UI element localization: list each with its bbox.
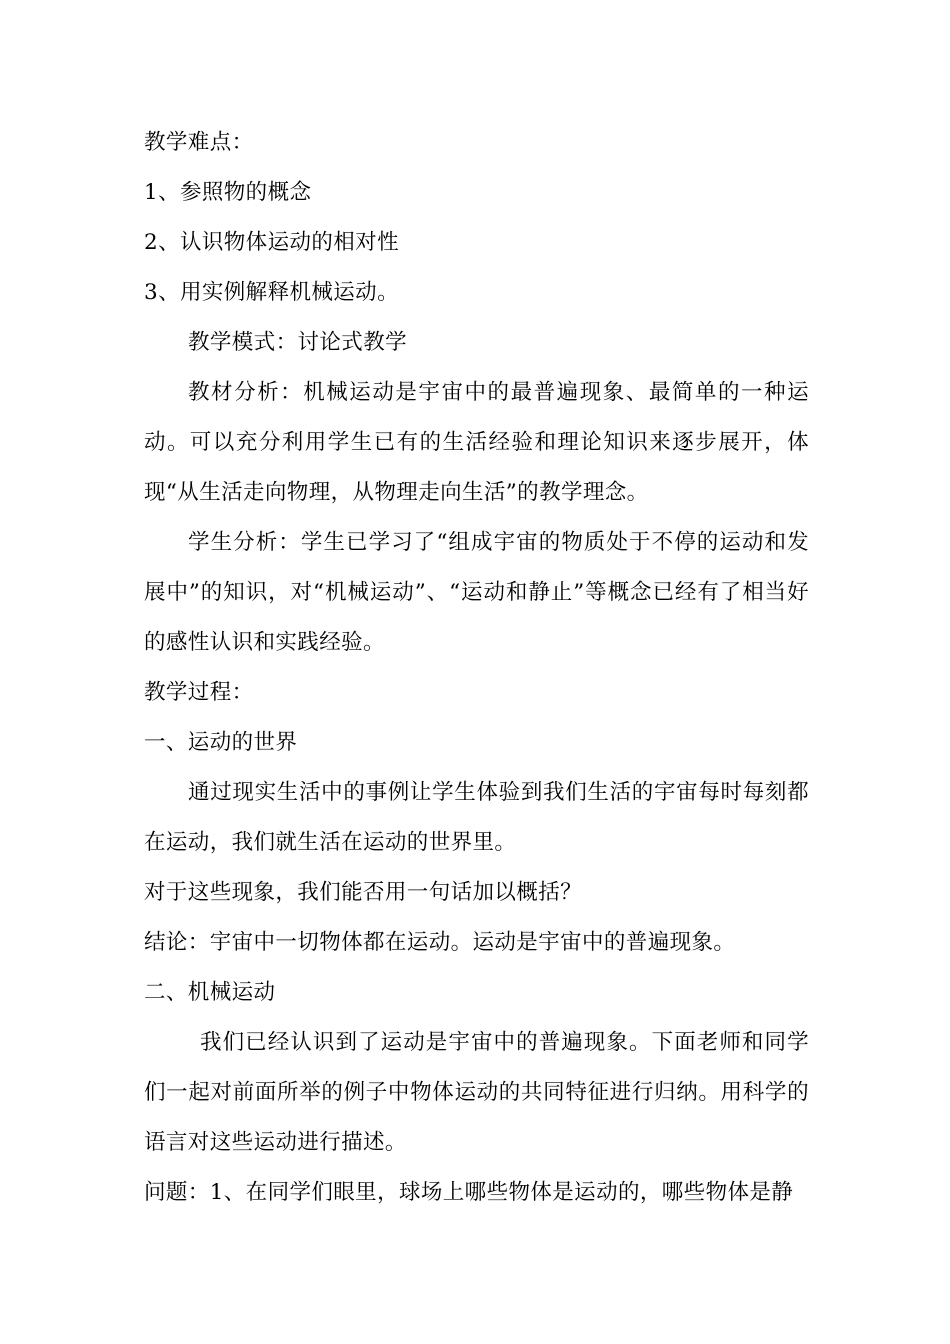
student-analysis-paragraph: 学生分析：学生已学习了“组成宇宙的物质处于不停的运动和发展中”的知识，对“机械运动”、“运动和静止”等概念已经有了相当好的感性认识和实践经验。 (144, 530, 809, 655)
document-page (144, 118, 809, 1218)
process-heading: 教学过程： (144, 680, 254, 705)
teaching-mode: 教学模式：讨论式教学 (188, 330, 408, 355)
difficulty-heading: 教学难点： (144, 130, 254, 155)
difficulty-item-3: 3、用实例解释机械运动。 (144, 280, 399, 305)
section-1-paragraph: 通过现实生活中的事例让学生体验到我们生活的宇宙每时每刻都在运动，我们就生活在运动的世界里。 (144, 780, 809, 855)
difficulty-item-2: 2、认识物体运动的相对性 (144, 230, 399, 255)
material-analysis-paragraph: 教材分析：机械运动是宇宙中的最普遍现象、最简单的一种运动。可以充分利用学生已有的生活经验和理论知识来逐步展开，体现“从生活走向物理，从物理走向生活”的教学理念。 (144, 380, 809, 505)
section-1-question: 对于这些现象，我们能否用一句话加以概括？ (144, 880, 583, 905)
section-1-heading: 一、运动的世界 (144, 730, 298, 755)
difficulty-item-1: 1、参照物的概念 (144, 180, 312, 205)
section-2-heading: 二、机械运动 (144, 980, 276, 1005)
section-2-question: 问题：1、在同学们眼里，球场上哪些物体是运动的，哪些物体是静 (144, 1180, 794, 1205)
section-1-conclusion: 结论：宇宙中一切物体都在运动。运动是宇宙中的普遍现象。 (144, 930, 736, 955)
section-2-paragraph: 我们已经认识到了运动是宇宙中的普遍现象。下面老师和同学们一起对前面所举的例子中物体运动的共同特征进行归纳。用科学的语言对这些运动进行描述。 (144, 1030, 809, 1155)
